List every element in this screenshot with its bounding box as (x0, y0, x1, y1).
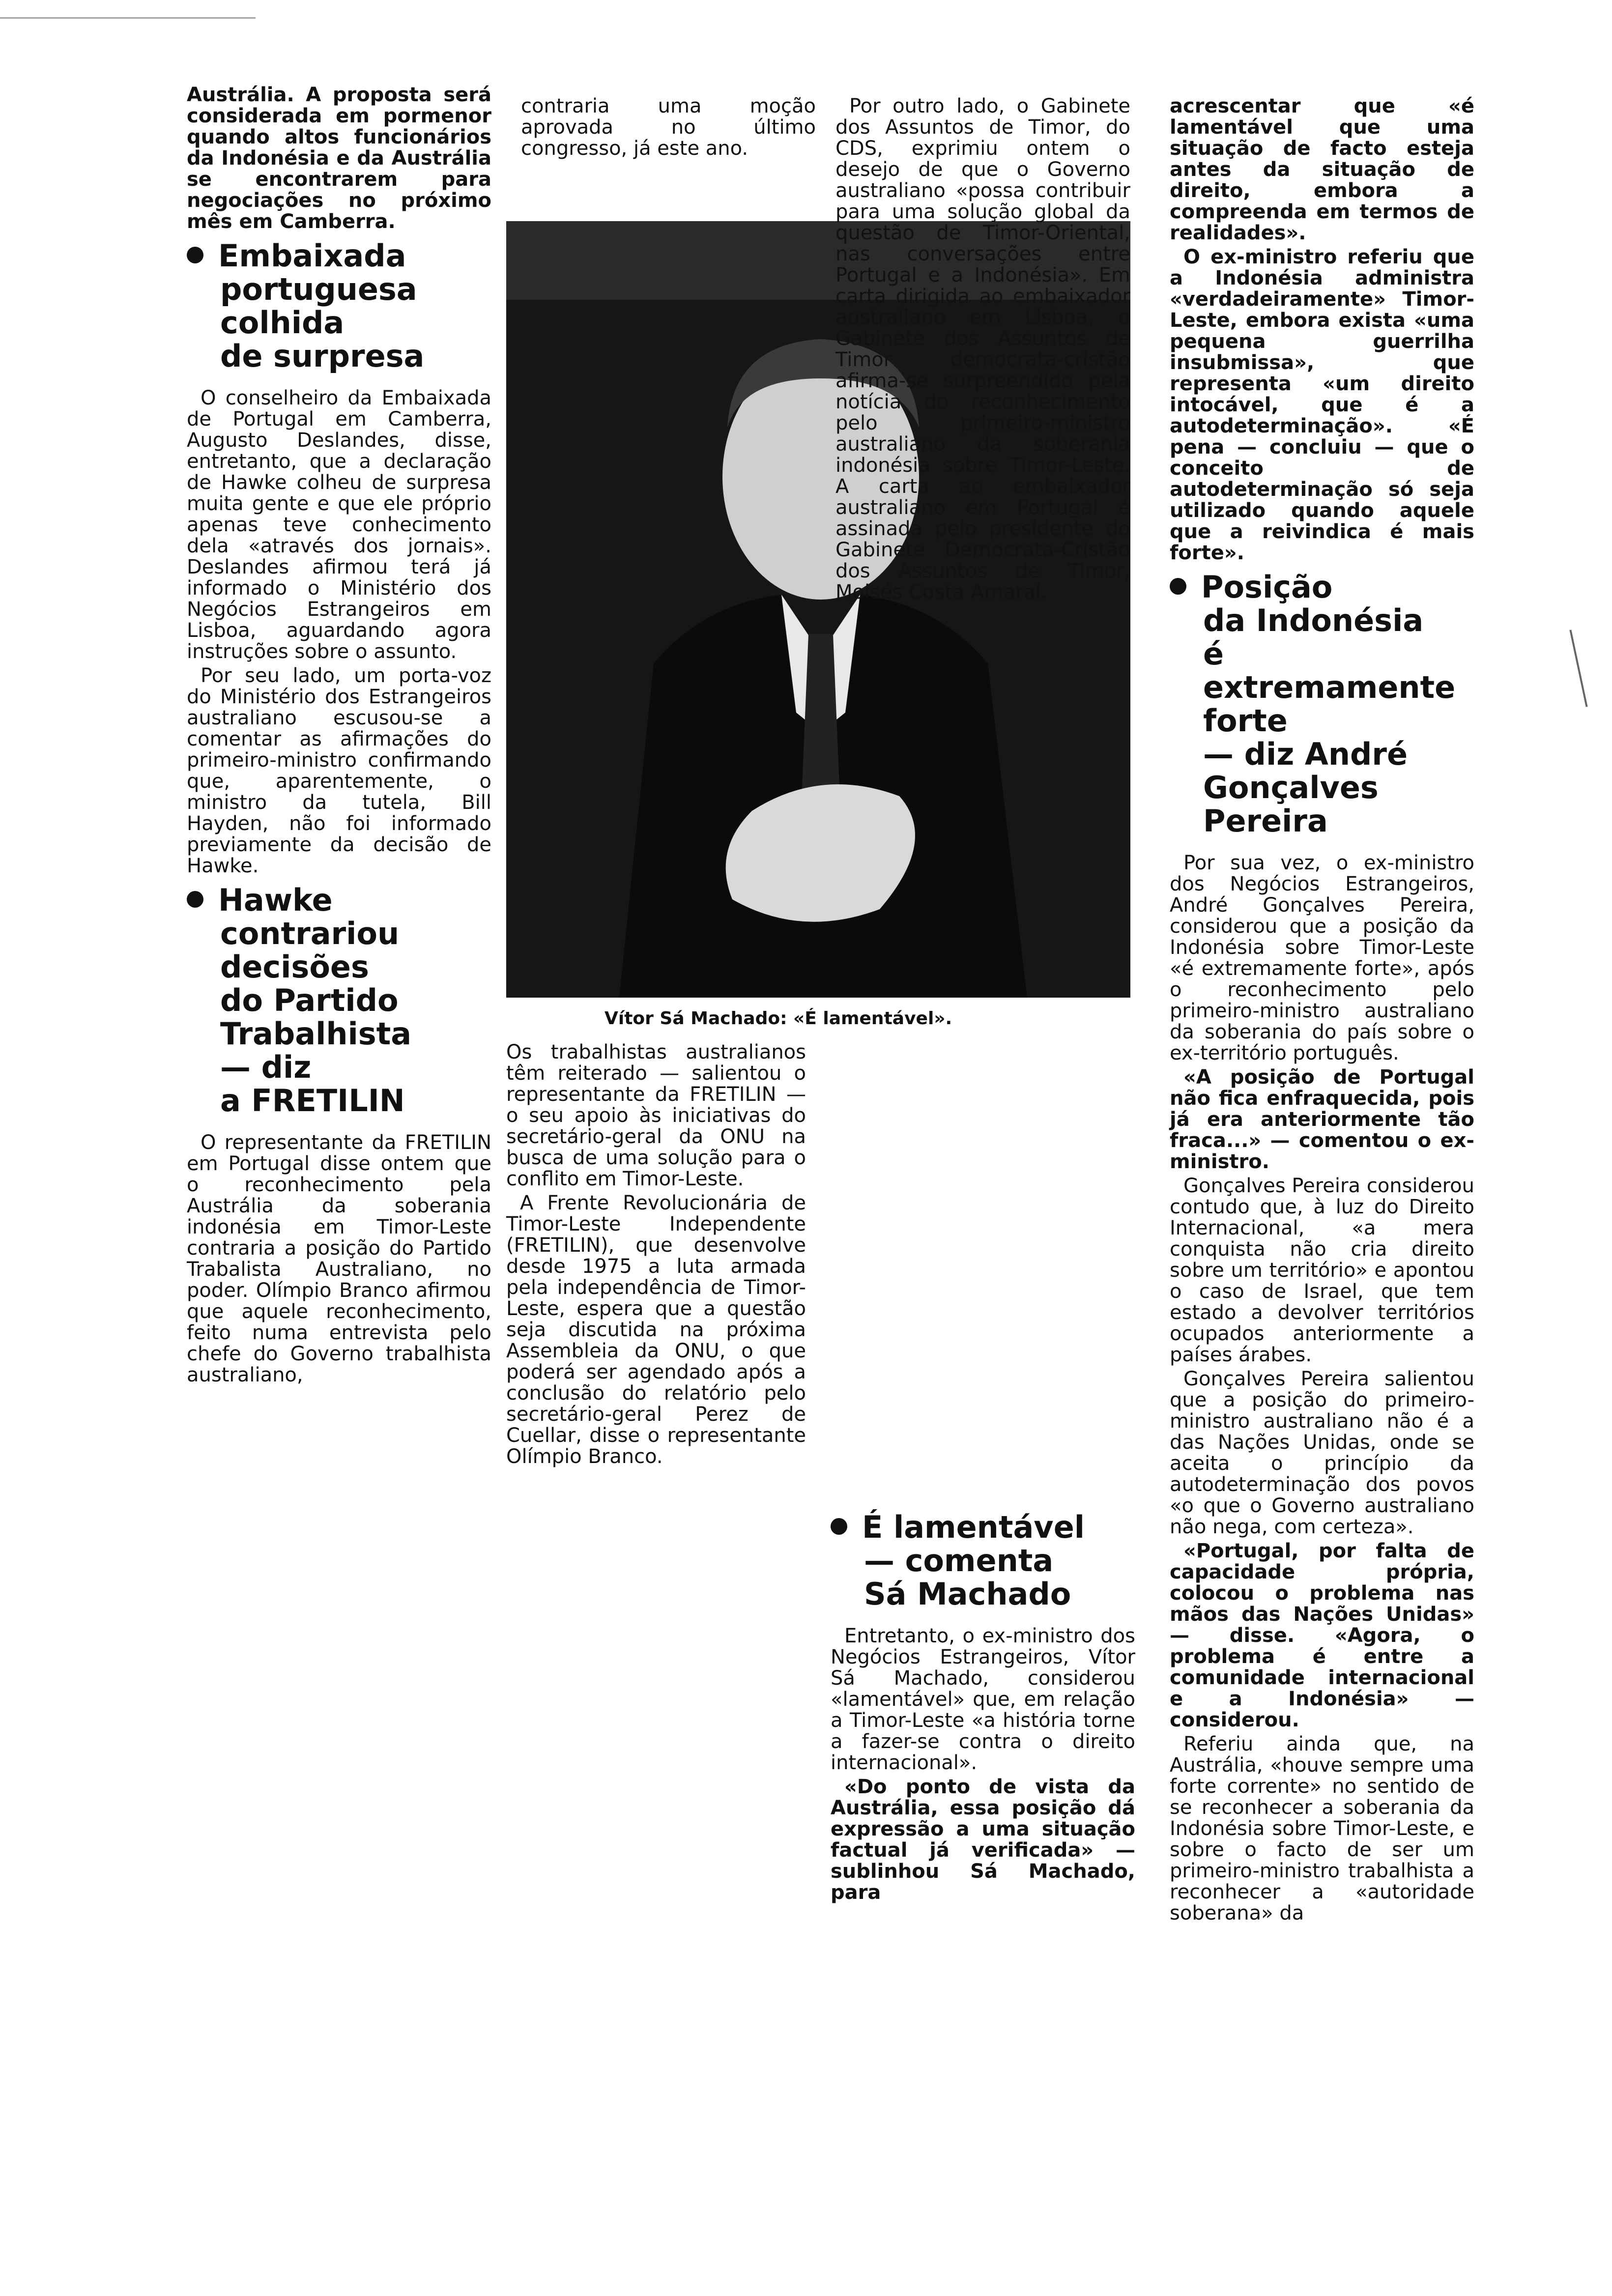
scan-line (1569, 630, 1587, 707)
paragraph: «A posição de Portugal não fica enfraquecida, pois já era anteriormente tão fraca...» — comentou o ex-ministro. (1170, 1066, 1474, 1173)
paragraph: A Frente Revolucionária de Timor-Leste Independente (FRETILIN), que desenvolve desde 1975 a luta armada pela independência de Timor-Leste, espera que a questão seja discutida na próxima Assembleia da ONU, o que poderá ser agendado após a conclusão do relatório pelo secretário-geral Perez de Cuellar, disse o representante Olímpio Branco. (506, 1192, 806, 1468)
bullet-icon (187, 247, 203, 263)
subheading-sa-machado: É lamentável — comenta Sá Machado (831, 1511, 1135, 1611)
paragraph: «Do ponto de vista da Austrália, essa posição dá expressão a uma situação factual já verificada» — sublinhou Sá Machado, para (831, 1776, 1135, 1904)
paragraph: Por outro lado, o Gabinete dos Assuntos de Timor, do CDS, exprimiu ontem o desejo de que o Governo australiano «possa contribuir para uma solução global da questão de Timor-Oriental, nas conversações entre Portugal e a Indonésia». Em carta dirigida ao embaixador australiano em Lisboa, o Gabinete dos Assuntos de Timor democrata-cristão afirma-se surpreendido pela notícia do reconhecimento pelo primeiro-ministro australiano da soberania indonésia sobre Timor-Leste. A carta ao embaixador australiano em Portugal é assinada pelo presidente do Gabinete Democrata-Cristão dos Assuntos de Timor, Moisés Costa Amaral. (835, 95, 1130, 603)
column-4 (1170, 96, 1474, 1927)
column-1 (187, 85, 491, 1389)
paragraph: Por seu lado, um porta-voz do Ministério dos Estrangeiros australiano escusou-se a comentar as afirmações do primeiro-ministro confirmando que, aparentemente, o ministro da tutela, Bill Hayden, não foi informado previamente da decisão de Hawke. (187, 664, 491, 877)
paragraph: Entretanto, o ex-ministro dos Negócios Estrangeiros, Vítor Sá Machado, considerou «lamentável» que, em relação a Timor-Leste «a história torne a fazer-se contra o direito internacional». (831, 1625, 1135, 1774)
bullet-icon (1170, 578, 1186, 595)
paragraph: Gonçalves Pereira salientou que a posição do primeiro-ministro australiano não é a das Nações Unidas, onde se aceita o princípio da autodeterminação dos povos «o que o Governo australiano não nega, com certeza». (1170, 1368, 1474, 1538)
paragraph: acrescentar que «é lamentável que uma situação de facto esteja antes da situação de direito, embora a compreenda em termos de realidades». (1170, 95, 1474, 244)
subheading-posicao-indonesia: Posição da Indonésia é extremamente forte — diz André Gonçalves Pereira (1170, 571, 1474, 838)
column-3 (835, 96, 1130, 606)
paragraph: «Portugal, por falta de capacidade própria, colocou o problema nas mãos das Nações Unidas» — disse. «Agora, o problema é entre a comunidade internacional e a Indonésia» — considerou. (1170, 1540, 1474, 1731)
bullet-icon (831, 1518, 847, 1535)
paragraph: Gonçalves Pereira considerou contudo que, à luz do Direito Internacional, «a mera conquista não cria direito sobre um território» e apontou o caso de Israel, que tem estado a devolver territórios ocupados anteriormente a países árabes. (1170, 1175, 1474, 1366)
paragraph: O conselheiro da Embaixada de Portugal em Camberra, Augusto Deslandes, disse, entretanto, que a declaração de Hawke colheu de surpresa muita gente e que ele próprio apenas teve conhecimento dela «através dos jornais». Deslandes afirmou terá já informado o Ministério dos Negócios Estrangeiros em Lisboa, aguardando agora instruções sobre o assunto. (187, 387, 491, 663)
column-3-bottom (831, 1504, 1135, 1906)
paragraph: contraria uma moção aprovada no último congresso, já este ano. (521, 95, 816, 160)
subheading-embaixada: Embaixada portuguesa colhida de surpresa (187, 239, 491, 373)
scan-line (0, 17, 256, 19)
paragraph: Os trabalhistas australianos têm reiterado — salientou o representante da FRETILIN — o seu apoio às iniciativas do secretário-geral da ONU na busca de uma solução para o conflito em Timor-Leste. (506, 1041, 806, 1190)
subheading-hawke: Hawke contrariou decisões do Partido Trabalhista — diz a FRETILIN (187, 884, 491, 1118)
column-2-top (521, 96, 816, 162)
paragraph: O ex-ministro referiu que a Indonésia administra «verdadeiramente» Timor-Leste, embora exista «uma pequena guerrilha insubmissa», que representa «um direito intocável, que é a autodeterminação». «É pena — concluiu — que o conceito de autodeterminação só seja utilizado quando aquele que a reivindica é mais forte». (1170, 246, 1474, 564)
paragraph: Referiu ainda que, na Austrália, «houve sempre uma forte corrente» no sentido de se reconhecer a soberania da Indonésia sobre Timor-Leste, e sobre o facto de ser um primeiro-ministro trabalhista a reconhecer a «autoridade soberana» da (1170, 1733, 1474, 1924)
photo-caption: Vítor Sá Machado: «É lamentável». (604, 1008, 952, 1029)
bullet-icon (187, 891, 203, 908)
column-2-bottom (506, 1042, 806, 1470)
paragraph: Austrália. A proposta será considerada em pormenor quando altos funcionários da Indonésia e da Austrália se encontrarem para negociações no próximo mês em Camberra. (187, 84, 491, 233)
paragraph: Por sua vez, o ex-ministro dos Negócios Estrangeiros, André Gonçalves Pereira, considerou que a posição da Indonésia sobre Timor-Leste «é extremamente forte», após o reconhecimento pelo primeiro-ministro australiano da soberania do país sobre o ex-território português. (1170, 852, 1474, 1064)
paragraph: O representante da FRETILIN em Portugal disse ontem que o reconhecimento pela Austrália da soberania indonésia em Timor-Leste contraria a posição do Partido Trabalista Australiano, no poder. Olímpio Branco afirmou que aquele reconhecimento, feito numa entrevista pelo chefe do Governo trabalhista australiano, (187, 1131, 491, 1386)
